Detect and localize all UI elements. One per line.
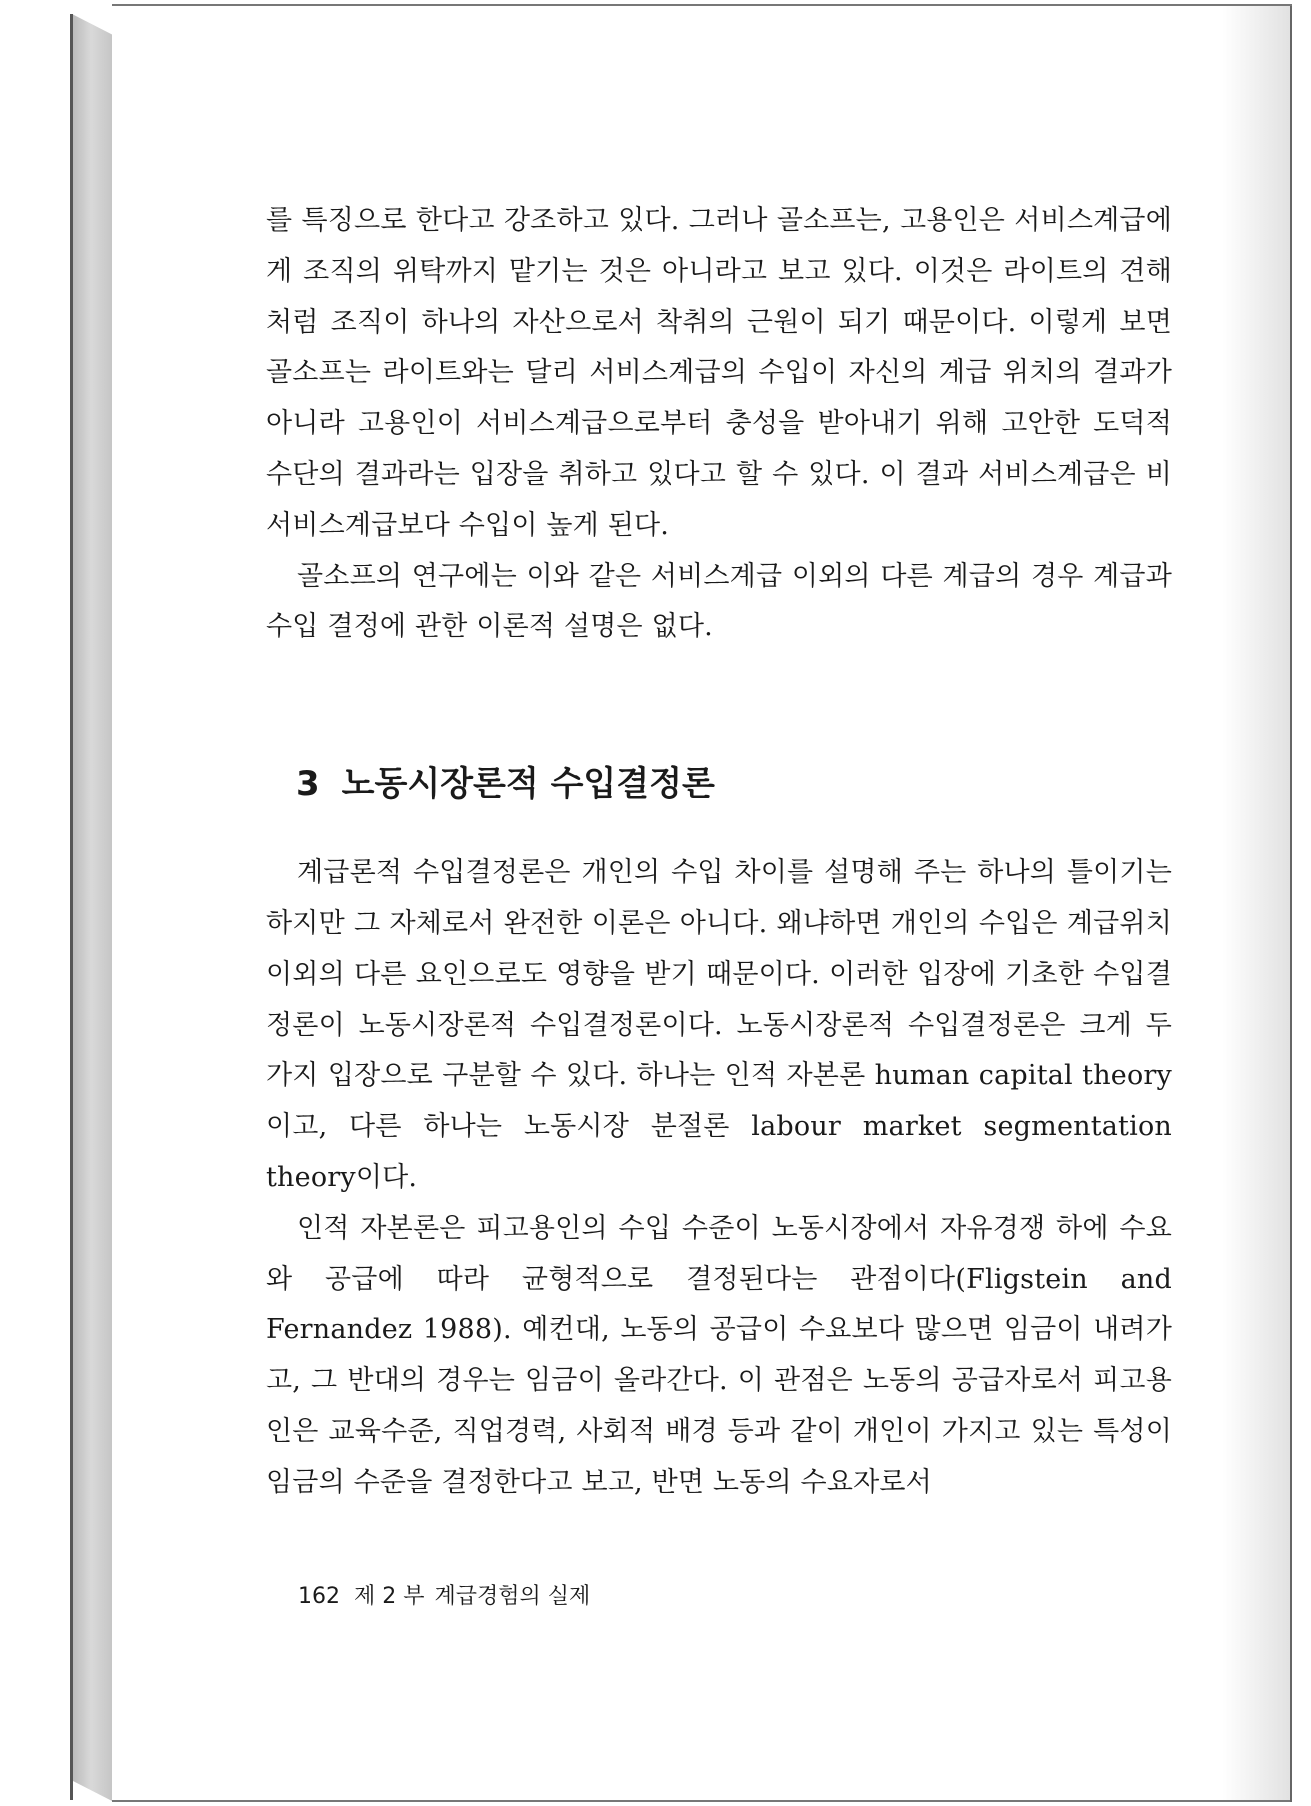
body-paragraph-1: 를 특징으로 한다고 강조하고 있다. 그러나 골소프는, 고용인은 서비스계급에게 조직의 위탁까지 맡기는 것은 아니라고 보고 있다. 이것은 라이트의 견해처럼 조직이 하나의 자산으로서 착취의 근원이 되기 때문이다. 이렇게 보면 골소프는 라이트와는 달리 서비스계급의 수입이 자신의 계급 위치의 결과가 아니라 고용인이 서비스계급으로부터 충성을 받아내기 위해 고안한 도덕적 수단의 결과라는 입장을 취하고 있다고 할 수 있다. 이 결과 서비스계급은 비서비스계급보다 수입이 높게 된다. <box>266 205 1172 541</box>
section-spacer-bottom <box>266 804 1172 848</box>
page-footer <box>298 1582 590 1612</box>
body-paragraph-4: 인적 자본론은 피고용인의 수입 수준이 노동시장에서 자유경쟁 하에 수요와 공급에 따라 균형적으로 결정된다는 관점이다(Fligstein and Fernandez 1988). 예컨대, 노동의 공급이 수요보다 많으면 임금이 내려가고, 그 반대의 경우는 임금이 올라간다. 이 관점은 노동의 공급자로서 피고용인은 교육수준, 직업경력, 사회적 배경 등과 같이 개인이 가지고 있는 특성이 임금의 수준을 결정한다고 보고, 반면 노동의 수요자로서 <box>266 1212 1172 1498</box>
section-heading <box>266 764 1172 804</box>
body-paragraph-2: 골소프의 연구에는 이와 같은 서비스계급 이외의 다른 계급의 경우 계급과 수입 결정에 관한 이론적 설명은 없다. <box>266 560 1172 643</box>
section-spacer-top <box>266 653 1172 764</box>
page-number: 162 <box>298 1584 340 1609</box>
section-title: 노동시장론적 수입결정론 <box>341 764 715 805</box>
footer-part: 제 2 부 <box>354 1584 425 1609</box>
page-right-edge <box>1290 6 1292 1802</box>
page-edge-shadow <box>1222 6 1292 1800</box>
page-body <box>266 196 1172 1509</box>
body-paragraph-3: 계급론적 수입결정론은 개인의 수입 차이를 설명해 주는 하나의 틀이기는 하지만 그 자체로서 완전한 이론은 아니다. 왜냐하면 개인의 수입은 계급위치 이외의 다른 요인으로도 영향을 받기 때문이다. 이러한 입장에 기초한 수입결정론이 노동시장론적 수입결정론이다. 노동시장론적 수입결정론은 크게 두 가지 입장으로 구분할 수 있다. 하나는 인적 자본론 human capital theory이고, 다른 하나는 노동시장 분절론 labour market segmentation theory이다. <box>266 857 1172 1193</box>
footer-part-title: 계급경험의 실제 <box>434 1584 591 1609</box>
book-spine <box>72 14 114 1802</box>
section-number: 3 <box>296 764 320 805</box>
spine-edge-line <box>70 14 73 1800</box>
